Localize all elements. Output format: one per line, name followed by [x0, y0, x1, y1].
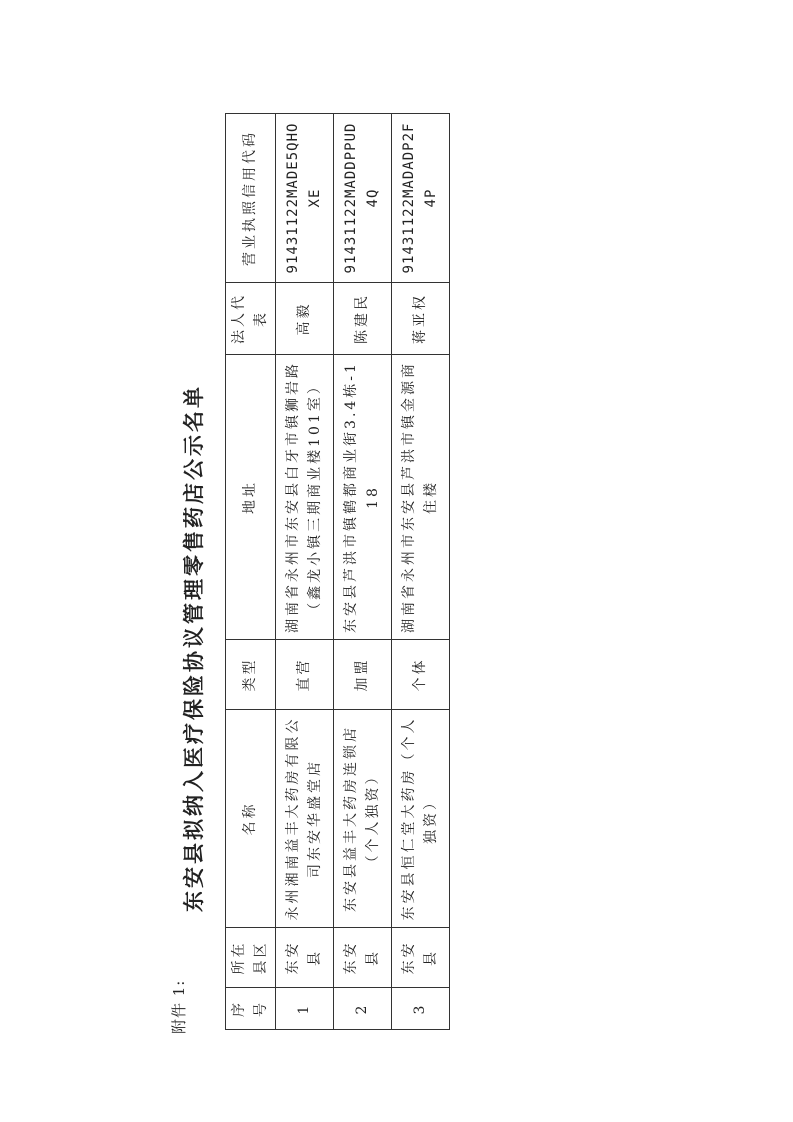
cell-index: 2: [333, 988, 391, 1030]
table-row: [333, 114, 391, 1030]
table-header-row: [226, 114, 276, 1030]
cell-index: 1: [275, 988, 333, 1030]
table-row: [391, 114, 449, 1030]
cell-address: 湖南省永州市东安县芦洪市镇金源商住楼: [391, 355, 449, 640]
cell-license-code: 91431122MADADP2F4P: [391, 114, 449, 283]
header-legal-rep: 法人代表: [226, 283, 276, 355]
cell-license-code: 91431122MADDPPUD4Q: [333, 114, 391, 283]
cell-legal-rep: 陈建民: [333, 283, 391, 355]
cell-type: 加盟: [333, 640, 391, 710]
header-district: 所在县区: [226, 928, 276, 988]
cell-legal-rep: 蒋亚权: [391, 283, 449, 355]
attachment-label: 附件 1:: [170, 979, 188, 1034]
cell-license-code: 91431122MADE5QHOXE: [275, 114, 333, 283]
header-index: 序号: [226, 988, 276, 1030]
cell-index: 3: [391, 988, 449, 1030]
cell-name: 东安县恒仁堂大药房（个人独资）: [391, 710, 449, 928]
cell-district: 东安县: [391, 928, 449, 988]
cell-type: 直营: [275, 640, 333, 710]
table-row: [275, 114, 333, 1030]
header-name: 名称: [226, 710, 276, 928]
document-title: 东安县拟纳入医疗保险协议管理零售药店公示名单: [181, 384, 206, 912]
pharmacy-list-table: [225, 113, 450, 1030]
cell-legal-rep: 高毅: [275, 283, 333, 355]
cell-name: 永州湘南益丰大药房有限公司东安华盛堂店: [275, 710, 333, 928]
header-address: 地址: [226, 355, 276, 640]
cell-district: 东安县: [333, 928, 391, 988]
cell-type: 个体: [391, 640, 449, 710]
cell-address: 东安县芦洪市镇鹤都商业街3.4栋-118: [333, 355, 391, 640]
header-type: 类型: [226, 640, 276, 710]
cell-name: 东安县益丰大药房连锁店（个人独资）: [333, 710, 391, 928]
cell-address: 湖南省永州市东安县白牙市镇狮岩路（鑫龙小镇三期商业楼101室）: [275, 355, 333, 640]
header-license-code: 营业执照信用代码: [226, 114, 276, 283]
cell-district: 东安县: [275, 928, 333, 988]
